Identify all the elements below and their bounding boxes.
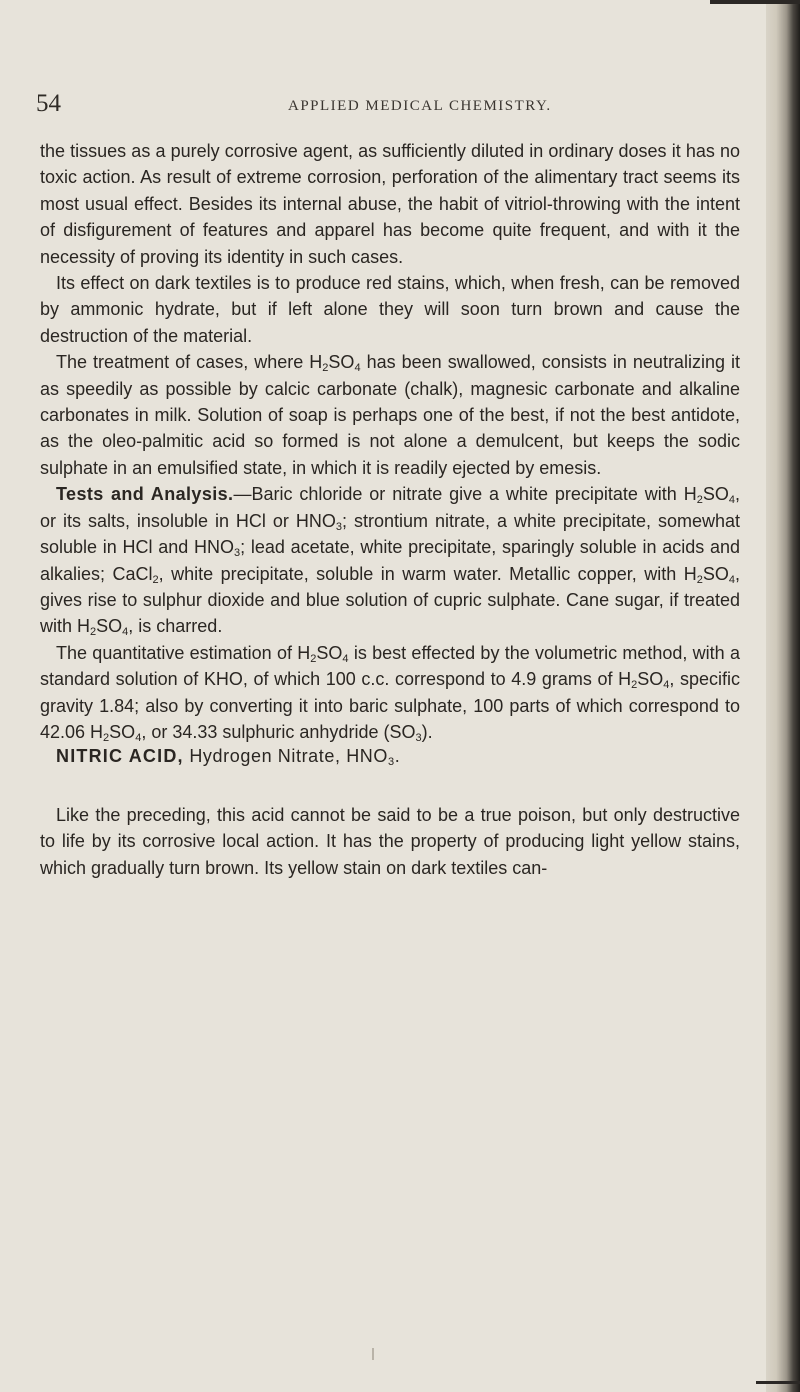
section-heading <box>56 746 736 767</box>
page-header <box>36 90 756 124</box>
paragraph <box>40 349 740 481</box>
subscript: 2 <box>152 573 159 586</box>
subscript: 3 <box>335 520 342 533</box>
paragraph <box>40 802 740 881</box>
text-run: SO <box>637 669 664 690</box>
text-run: Like the preceding, this acid cannot be said to be a true poison, but only destructive to life by its corrosive local action. It has the property of producing light yellow stains, which gradually turn brown. Its yellow stain on dark textiles can- <box>40 805 740 878</box>
body-text <box>40 138 740 745</box>
subscript: 2 <box>103 731 110 744</box>
text-run: , gives rise to sulphur dioxide and blue solution of cupric sulphate. Cane sugar, if treated with H <box>40 563 740 637</box>
text-run: , or its salts, insoluble in HCl or HNO <box>40 484 740 531</box>
text-run: SO <box>328 352 355 373</box>
text-run: , specific gravity 1.84; also by converting it into baric sulphate, 100 parts of which correspond to 42.06 H <box>40 669 740 742</box>
page-edge-bottom <box>756 1381 800 1384</box>
subscript: 4 <box>342 652 349 665</box>
subscript: 4 <box>354 362 361 375</box>
text-run: SO <box>702 484 729 505</box>
subscript: 4 <box>728 573 735 586</box>
section-heading-rest: Hydrogen Nitrate, HNO <box>183 746 388 766</box>
paragraph <box>40 481 740 639</box>
text-run: the tissues as a purely corrosive agent, as sufficiently diluted in ordinary doses it has no toxic action. As result of extreme corrosion, perforation of the alimentary tract seems its most usual effect. Besides its internal abuse, the habit of vitriol-throwing with the intent of disfigurement of features and apparel has become quite frequent, and with it the necessity of proving its identity in such cases. <box>40 141 740 267</box>
text-run: —Baric chloride or nitrate give a white precipitate with H <box>233 484 697 505</box>
page-edge-top <box>710 0 800 4</box>
subscript: 4 <box>135 731 142 744</box>
page-edge-shadow <box>766 0 800 1392</box>
subscript: 2 <box>696 494 703 507</box>
subscript: 2 <box>90 626 97 639</box>
text-run: SO <box>316 642 343 663</box>
running-head: APPLIED MEDICAL CHEMISTRY. <box>288 98 552 114</box>
text-run: ; strontium nitrate, a white precipitate, somewhat soluble in HCl and HNO <box>40 510 740 558</box>
subscript: 2 <box>696 573 703 586</box>
text-run: The quantitative estimation of H <box>56 642 311 663</box>
body-text-2 <box>40 802 740 881</box>
paragraph-lead: Tests and Analysis. <box>56 484 234 505</box>
text-run: Its effect on dark textiles is to produce red stains, which, when fresh, can be removed by ammonic hydrate, but if left alone they will soon turn brown and cause the destruction of the material. <box>40 273 740 346</box>
text-run: , white precipitate, soluble in warm water. Metallic copper, with H <box>158 563 697 584</box>
subscript: 2 <box>322 362 329 375</box>
subscript: 2 <box>310 652 317 665</box>
section-heading-caps: NITRIC ACID, <box>56 746 184 766</box>
text-run: is best effected by the volumetric method, with a standard solution of KHO, of which 100 c.c. correspond to 4.9 grams of H <box>40 642 740 690</box>
text-run: SO <box>109 721 136 742</box>
text-run: has been swallowed, consists in neutralizing it as speedily as possible by calcic carbonate (chalk), magnesic carbonate and alkaline carbonates in milk. Solution of soap is perhaps one of the best, if not the best antidote, as the oleo-palmitic acid so formed is not alone a demulcent, but keeps the sodic sulphate in an emulsified state, in which it is readily ejected by emesis. <box>40 352 740 478</box>
paragraph <box>40 138 740 270</box>
section-heading-end: . <box>394 746 401 766</box>
paper-speck <box>372 1348 374 1360</box>
text-run: , or 34.33 sulphuric anhydride (SO <box>141 721 416 742</box>
subscript: 3 <box>415 731 422 744</box>
text-run: ). <box>421 721 433 742</box>
text-run: SO <box>96 616 123 637</box>
subscript: 4 <box>122 626 129 639</box>
text-run: SO <box>702 563 729 584</box>
subscript: 2 <box>631 679 638 692</box>
text-run: , is charred. <box>128 616 223 637</box>
section-heading-sub: 3 <box>388 756 395 768</box>
paragraph <box>40 640 740 746</box>
subscript: 3 <box>234 547 241 560</box>
paragraph <box>40 270 740 349</box>
text-run: The treatment of cases, where H <box>56 352 323 373</box>
subscript: 4 <box>663 679 670 692</box>
subscript: 4 <box>728 494 735 507</box>
text-run: ; lead acetate, white precipitate, sparingly soluble in acids and alkalies; CaCl <box>40 537 741 584</box>
page-number: 54 <box>36 90 61 117</box>
